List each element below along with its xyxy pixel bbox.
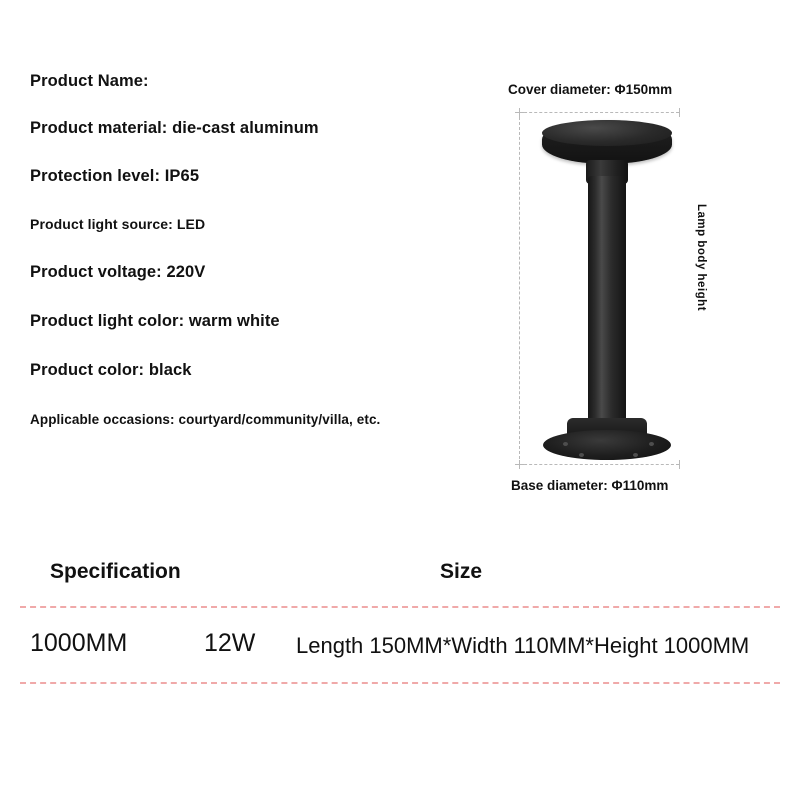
lamp-cover-top	[542, 120, 672, 146]
spec-light-color: Product light color: warm white	[30, 312, 280, 330]
spec-protection-level: Protection level: IP65	[30, 167, 200, 185]
bollard-lamp-illustration	[527, 112, 727, 472]
spec-product-material: Product material: die-cast aluminum	[30, 119, 319, 137]
cover-diameter-label: Cover diameter: Φ150mm	[508, 82, 673, 97]
product-specification-list	[30, 72, 480, 427]
base-screw	[579, 453, 584, 457]
spec-voltage: Product voltage: 220V	[30, 263, 206, 281]
column-header-size: Size	[440, 560, 483, 583]
base-screw	[563, 442, 568, 446]
lamp-body-height-label: Lamp body height	[695, 204, 707, 312]
spec-applicable-occasions: Applicable occasions: courtyard/community/villa, etc.	[30, 412, 381, 427]
column-header-specification: Specification	[50, 560, 181, 583]
base-screw	[649, 442, 654, 446]
table-row	[0, 608, 800, 682]
spec-product-color: Product color: black	[30, 361, 192, 379]
product-diagram	[495, 70, 785, 510]
cell-size: Length 150MM*Width 110MM*Height 1000MM	[296, 633, 750, 658]
table-divider-bottom	[20, 682, 780, 684]
height-dimension-tick-top	[515, 112, 524, 113]
cell-power: 12W	[204, 629, 256, 657]
spec-product-name: Product Name:	[30, 72, 149, 90]
cell-length: 1000MM	[30, 629, 128, 657]
height-dimension-line	[519, 112, 520, 464]
base-screw	[633, 453, 638, 457]
base-dimension-tick-left	[519, 460, 520, 469]
base-diameter-label: Base diameter: Φ110mm	[511, 478, 669, 493]
spec-light-source: Product light source: LED	[30, 216, 206, 232]
table-header-row	[0, 548, 800, 606]
specification-table	[0, 548, 800, 684]
lamp-pole	[588, 176, 626, 438]
